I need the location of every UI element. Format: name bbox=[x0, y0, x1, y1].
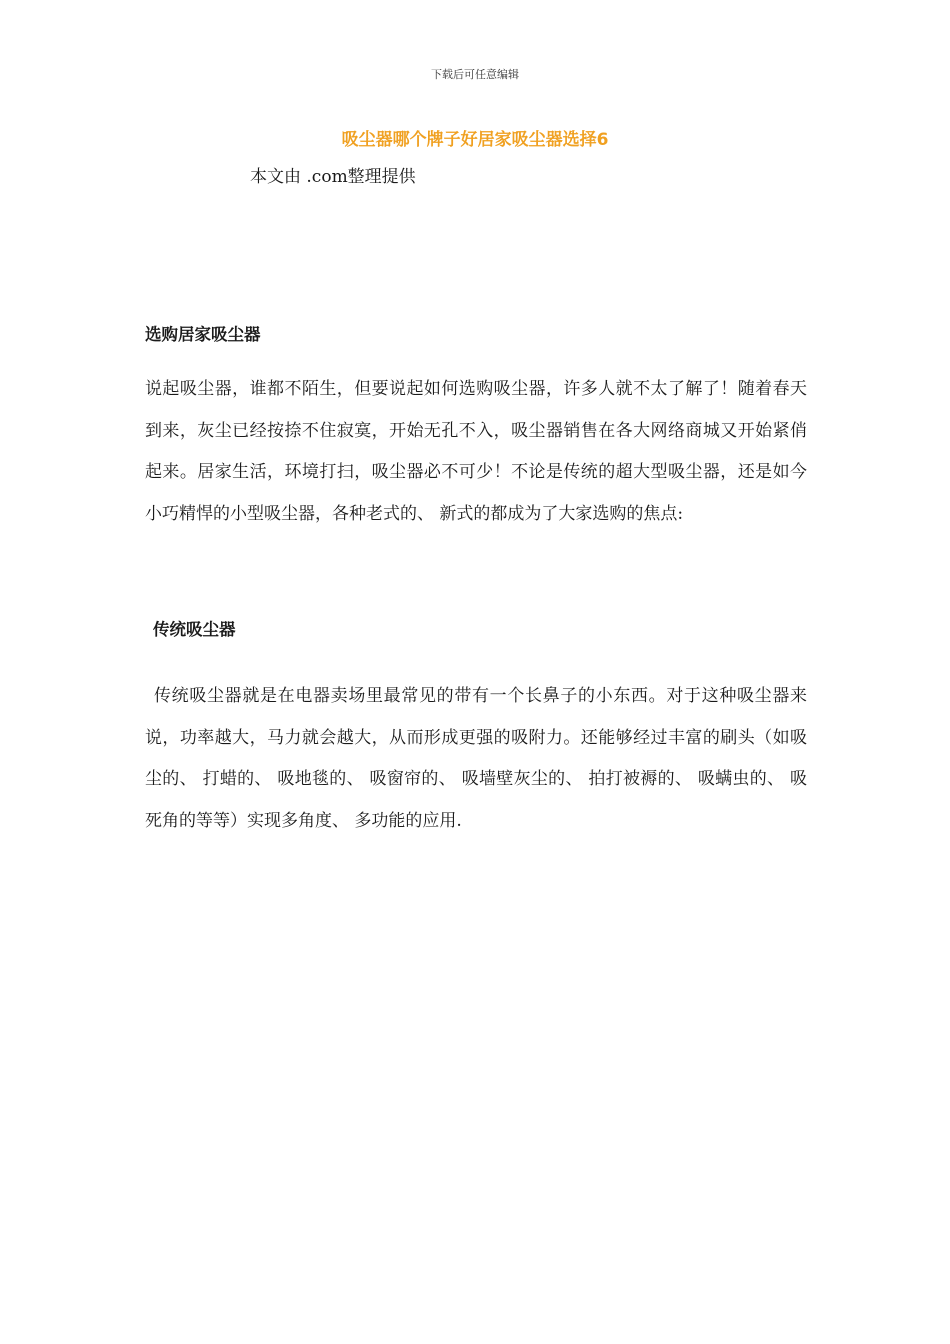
document-title: 吸尘器哪个牌子好居家吸尘器选择6 bbox=[341, 130, 609, 150]
header-note: 下载后可任意编辑 bbox=[431, 68, 519, 81]
section-paragraph-traditional: 传统吸尘器就是在电器卖场里最常见的带有一个长鼻子的小东西。对于这种吸尘器来说，功率越大，马力就会越大，从而形成更强的吸附力。还能够经过丰富的刷头（如吸尘的、 打蜡的、 吸地毯的、 吸窗帘的、 吸墙壁灰尘的、 拍打被褥的、 吸螨虫的、 吸死角的等等）实现多角度、 多功能的应用. bbox=[145, 686, 807, 831]
section-heading-traditional: 传统吸尘器 bbox=[153, 620, 236, 639]
section-heading-buying: 选购居家吸尘器 bbox=[145, 325, 261, 344]
section-paragraph-buying: 说起吸尘器，谁都不陌生，但要说起如何选购吸尘器，许多人就不太了解了！随着春天到来，灰尘已经按捺不住寂寞，开始无孔不入，吸尘器销售在各大网络商城又开始紧俏起来。居家生活，环境打扫，吸尘器必不可少！不论是传统的超大型吸尘器，还是如今小巧精悍的小型吸尘器，各种老式的、 新式的都成为了大家选购的焦点: bbox=[145, 379, 807, 524]
source-line: 本文由 .com整理提供 bbox=[250, 167, 416, 187]
